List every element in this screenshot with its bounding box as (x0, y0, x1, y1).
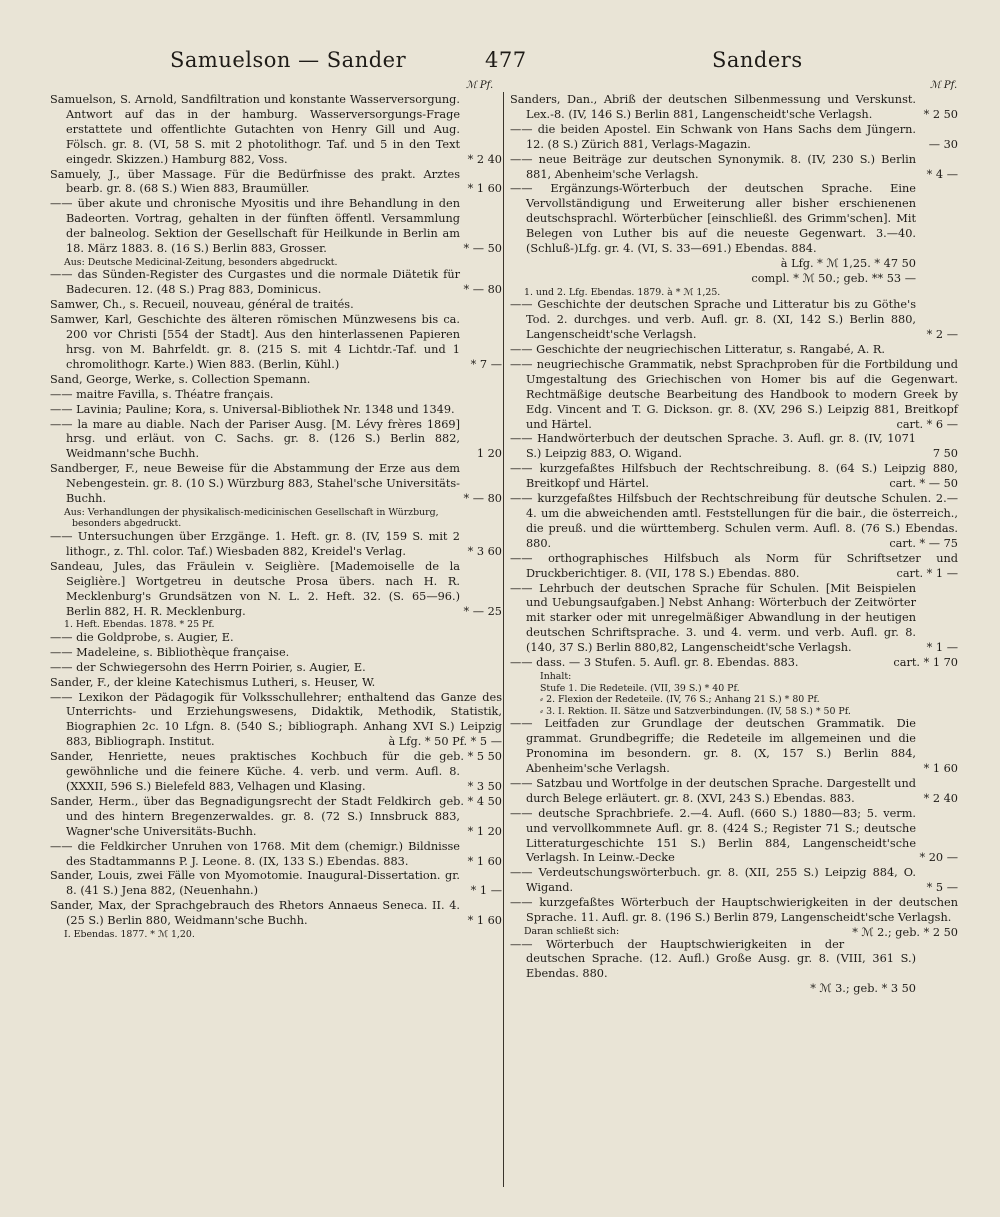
entry-text: à Lfg. * ℳ 1,25. * 47 50 (780, 256, 916, 270)
bibliography-entry (510, 938, 958, 983)
entry-text: —— über akute und chronische Myositis und ihre Behandlung in den Badeorten. Vortrag, gehalten in der fünften öffentl. Versammlung der balneolog. Sektion der Gesellschaft für Heilkunde in Berlin am 18. März 1883. 8. (16 S.) Berlin 883, Grosser. (50, 197, 460, 256)
bibliography-entry (50, 168, 502, 198)
bibliography-entry (510, 432, 958, 462)
entry-text: —— das Sünden-Register des Curgastes und die normale Diätetik für Badecuren. 12. (48 S.) Prag 883, Dominicus. (50, 268, 460, 297)
left-column (50, 93, 502, 941)
bibliography-entry (50, 676, 502, 691)
entry-price: * 1 60 (467, 854, 502, 868)
bibliography-entry (510, 807, 958, 867)
bibliography-entry (50, 631, 502, 646)
entry-text: Sand, George, Werke, s. Collection Spemann. (50, 372, 311, 386)
entry-note: 1. und 2. Lfg. Ebendas. 1879. à * ℳ 1,25. (524, 286, 721, 298)
entry-text: —— Lehrbuch der deutschen Sprache für Schulen. [Mit Beispielen und Uebungsaufgaben.] Nebst Anhang: Wörterbuch der Zeitwörter mit starker oder mit unregelmäßiger Abwandlung in der heutigen deutschen Schriftsprache. 3. und 4. verm. und verb. Aufl. gr. 8. (140, 37 S.) Berlin 880,82, Langenscheidt'sche Verlagsh. (510, 581, 916, 655)
entry-text: —— Ergänzungs-Wörterbuch der deutschen Sprache. Eine Vervollständigung und Erweiterung aller bisher erschienenen deutschsprachl. Wörterbücher [einschließl. des Grimm'schen]. Mit Belegen von Luther bis auf die neueste Gegenwart. 3.—40. (Schluß-)Lfg. gr. 4. (VI, S. 33—691.) Ebendas. 884. (510, 182, 916, 256)
bibliography-entry (50, 313, 502, 373)
entry-price: cart. * — 50 (889, 477, 958, 491)
bibliography-entry (50, 899, 502, 929)
bibliography-entry (50, 530, 502, 560)
entry-price: * 5 — (926, 881, 958, 895)
entry-text: —— die Feldkircher Unruhen von 1768. Mit dem (chemigr.) Bildnisse des Stadtammanns P. J. Leone. 8. (IX, 133 S.) Ebendas. 883. (50, 839, 460, 868)
bibliography-entry (50, 197, 502, 257)
entry-text: —— die beiden Apostel. Ein Schwank von Hans Sachs dem Jüngern. 12. (8 S.) Zürich 881, Verlags-Magazin. (510, 122, 916, 151)
entry-note: I. Ebendas. 1877. * ℳ 1,20. (64, 929, 195, 941)
entry-price: * 1 20 (467, 824, 502, 838)
entry-text: —— der Schwiegersohn des Herrn Poirier, s. Augier, E. (50, 660, 366, 674)
entry-text: —— Verdeutschungswörterbuch. gr. 8. (XII, 255 S.) Leipzig 884, O. Wigand. (510, 866, 916, 895)
entry-text: —— Satzbau und Wortfolge in der deutschen Sprache. Dargestellt und durch Belege erläutert. gr. 8. (XVI, 243 S.) Ebendas. 883. (510, 776, 916, 805)
entry-text: Sander, F., der kleine Katechismus Lutheri, s. Heuser, W. (50, 675, 376, 689)
entry-price: * 2 40 (923, 791, 958, 805)
entry-text: —— deutsche Sprachbriefe. 2.—4. Aufl. (660 S.) 1880—83; 5. verm. und vervollkommnete Aufl. gr. 8. (424 S.; Register 71 S.; deutsche Litteraturgeschichte 151 S.) Berlin 884, Langenscheidt'sche Verlagsh. In Leinw.-Decke (510, 806, 916, 865)
bibliography-entry (50, 646, 502, 661)
entry-text: Sandeau, Jules, das Fräulein v. Seiglière. [Mademoiselle de la Seiglière.] Wortgetreu in deutsche Prosa übers. nach H. R. Mecklenburg's Grundsätzen von N. L. 2. Heft. 32. (S. 65—96.) Berlin 882, H. R. Mecklenburg. (50, 559, 460, 618)
entry-text: compl. * ℳ 50.; geb. ** 53 — (751, 271, 916, 285)
bibliography-entry (50, 560, 502, 620)
bibliography-entry (50, 403, 502, 418)
entry-text: —— Geschichte der neugriechischen Litteratur, s. Rangabé, A. R. (510, 343, 885, 356)
bibliography-entry (50, 869, 502, 899)
bibliography-entry (50, 268, 502, 298)
entry-price: * 3 50 (467, 779, 502, 793)
entry-text: —— Lexikon der Pädagogik für Volksschullehrer; enthaltend das Ganze des Unterrichts- und Erziehungswesens, Didaktik, Methodik, Statistik, Biographien 2c. 10 Lfgn. 8. (540 S.; bibliograph. Anhang XVI S.) Leipzig 883, Bibliograph. Institut. (50, 690, 502, 749)
entry-text: —— maitre Favilla, s. Théatre français. (50, 387, 274, 401)
column-divider (503, 92, 504, 1187)
entry-price: * ℳ 2.; geb. * 2 50 (852, 926, 958, 939)
bibliography-entry (50, 388, 502, 403)
bibliography-entry (510, 656, 958, 671)
bibliography-entry (510, 492, 958, 552)
bibliography-entry (510, 272, 958, 287)
entry-price: * 1 — (926, 641, 958, 655)
entry-text: —— neugriechische Grammatik, nebst Sprachproben für die Fortbildung und Umgestaltung des Griechischen von Homer bis auf die Gegenwart. Rechtmäßige deutsche Bearbeitung des Handbook to modern Greek by Edg. Vincent and T. G. Dickson. gr. 8. (XV, 296 S.) Leipzig 881, Breitkopf und Härtel. (510, 357, 958, 431)
entry-text: Sandberger, F., neue Beweise für die Abstammung der Erze aus dem Nebengestein. gr. 8. (10 S.) Würzburg 883, Stahel'sche Universitäts-Buchh. (50, 462, 460, 506)
running-head-left: Samuelson — Sander (170, 48, 407, 72)
table-of-contents (510, 671, 958, 717)
bibliography-entry (510, 777, 958, 807)
entry-text: Sander, Louis, zwei Fälle von Myomotomie. Inaugural-Dissertation. gr. 8. (41 S.) Jena 882, (Neuenhahn.) (50, 869, 460, 898)
entry-price: cart. * 1 70 (893, 656, 958, 670)
entry-price: * 3 60 (467, 544, 502, 558)
entry-price: geb. * 4 50 (439, 794, 502, 808)
entry-text: —— la mare au diable. Nach der Pariser Ausg. [M. Lévy frères 1869] hrsg. und erläut. von C. Sachs. gr. 8. (126 S.) Berlin 882, Weidmann'sche Buchh. (50, 417, 460, 461)
entry-text: —— Wörterbuch der Hauptschwierigkeiten in der deutschen Sprache. (12. Aufl.) Große Ausg. gr. 8. (VIII, 361 S.) Ebendas. 880. (510, 937, 916, 981)
entry-text: —— kurzgefaßtes Hilfsbuch der Rechtschreibung für deutsche Schulen. 2.—4. um die abweichenden amtl. Feststellungen für die bair., die österreich., die preuß. und die württemberg. Schulen verm. Aufl. 8. (76 S.) Ebendas. 880. (510, 492, 958, 550)
currency-label-right: ℳ Pf. (930, 80, 958, 91)
entry-text: —— Leitfaden zur Grundlage der deutschen Grammatik. Die grammat. Grundbegriffe; die Redeteile im allgemeinen und die Pronomina im besondern. gr. 8. (X, 157 S.) Berlin 884, Abenheim'sche Verlagsh. (510, 717, 916, 776)
bibliography-entry (510, 462, 958, 492)
entry-note: Aus: Verhandlungen der physikalisch-medicinischen Gesellschaft in Würzburg, besonders abgedruckt. (64, 506, 439, 530)
bibliography-entry (50, 298, 502, 313)
entry-text: —— Madeleine, s. Bibliothèque française. (50, 645, 290, 659)
entry-price: geb. * 5 50 (439, 750, 502, 764)
bibliography-entry (50, 691, 502, 751)
page-number: 477 (485, 48, 527, 72)
entry-text: —— kurzgefaßtes Wörterbuch der Hauptschwierigkeiten in der deutschen Sprache. 11. Aufl. gr. 8. (196 S.) Berlin 879, Langenscheidt'sche Verlagsh. (510, 896, 958, 925)
entry-price: cart. * 1 — (896, 566, 958, 580)
entry-price: cart. * 6 — (896, 417, 958, 431)
entry-price: * — 80 (463, 492, 502, 506)
entry-text: —— kurzgefaßtes Hilfsbuch der Rechtschreibung. 8. (64 S.) Leipzig 880, Breitkopf und Härtel. (510, 462, 958, 491)
contents-line: Stufe 1. Die Redeteile. (VII, 39 S.) * 40 Pf. (540, 682, 740, 694)
bibliography-entry (510, 552, 958, 582)
entry-price: * 4 — (926, 167, 958, 181)
entry-text: —— orthographisches Hilfsbuch als Norm für Schriftsetzer und Druckberichtiger. 8. (VII, 178 S.) Ebendas. 880. (510, 551, 958, 580)
bibliography-entry (50, 840, 502, 870)
bibliography-entry (510, 866, 958, 896)
bibliography-entry (510, 182, 958, 257)
entry-text: Samuelson, S. Arnold, Sandfiltration und konstante Wasserversorgung. Antwort auf das in der hamburg. Wasserversorgungs-Frage erstattete und offentlichte Gutachten von Henry Gill und Aug. Fölsch. gr. 8. (VI, 58 S. mit 2 photolithogr. Taf. und 5 in den Text eingedr. Skizzen.) Hamburg 882, Voss. (50, 93, 460, 166)
entry-price: * 1 60 (467, 182, 502, 196)
entry-text: —— die Goldprobe, s. Augier, E. (50, 630, 234, 644)
entry-price: 1 20 (476, 447, 502, 461)
entry-text: —— dass. — 3 Stufen. 5. Aufl. gr. 8. Ebendas. 883. (510, 656, 799, 670)
entry-price: * 1 60 (923, 762, 958, 776)
right-column (510, 93, 958, 997)
entry-text: —— Untersuchungen über Erzgänge. 1. Heft. gr. 8. (IV, 159 S. mit 2 lithogr., z. Thl. color. Taf.) Wiesbaden 882, Kreidel's Verlag. (50, 529, 460, 558)
entry-price: * 1 — (470, 884, 502, 898)
entry-text: —— Lavinia; Pauline; Kora, s. Universal-Bibliothek Nr. 1348 und 1349. (50, 402, 455, 416)
bibliography-entry (510, 582, 958, 657)
entry-note: Aus: Deutsche Medicinal-Zeitung, besonders abgedruckt. (64, 256, 338, 268)
entry-text: Sander, Herm., über das Begnadigungsrecht der Stadt Feldkirch und des hintern Bregenzerwaldes. gr. 8. (72 S.) Innsbruck 883, Wagner'sche Universitäts-Buchh. (50, 794, 460, 838)
bibliography-entry (510, 93, 958, 123)
entry-note: 1. Heft. Ebendas. 1878. * 25 Pf. (64, 619, 215, 631)
entry-price: * 1 60 (467, 914, 502, 928)
entry-text: Sander, Max, der Sprachgebrauch des Rhetors Annaeus Seneca. II. 4. (25 S.) Berlin 880, Weidmann'sche Buchh. (50, 899, 460, 928)
running-head-right: Sanders (712, 48, 803, 72)
bibliography-entry (510, 153, 958, 183)
entry-price: * 2 — (926, 328, 958, 342)
currency-label-left: ℳ Pf. (466, 80, 494, 91)
entry-price: cart. * — 75 (889, 536, 958, 550)
bibliography-entry (50, 418, 502, 463)
bibliography-entry (50, 93, 502, 168)
bibliography-entry (510, 358, 958, 433)
bibliography-entry (510, 298, 958, 343)
bibliography-entry (50, 462, 502, 507)
entry-price: * — 80 (463, 283, 502, 297)
entry-price: à Lfg. * 50 Pf. * 5 — (388, 735, 502, 749)
entry-note: Daran schließt sich: (524, 926, 620, 937)
entry-text: Samuely, J., über Massage. Für die Bedürfnisse des prakt. Arztes bearb. gr. 8. (68 S.) Wien 883, Braumüller. (50, 167, 460, 196)
entry-price: * 20 — (919, 851, 958, 865)
entry-text: —— neue Beiträge zur deutschen Synonymik. 8. (IV, 230 S.) Berlin 881, Abenheim'sche Verlagsh. (510, 152, 916, 181)
entry-text: —— Handwörterbuch der deutschen Sprache. 3. Aufl. gr. 8. (IV, 1071 S.) Leipzig 883, O. Wigand. (510, 432, 916, 461)
entry-text: Samwer, Ch., s. Recueil, nouveau, général de traités. (50, 298, 354, 312)
bibliography-entry (510, 123, 958, 153)
bibliography-entry (50, 795, 502, 840)
contents-line: ⸗ 2. Flexion der Redeteile. (IV, 76 S.; Anhang 21 S.) * 80 Pf. (540, 694, 820, 706)
bibliography-entry (510, 343, 958, 358)
entry-price: * — 25 (463, 604, 502, 618)
entry-text: Sander, Henriette, neues praktisches Kochbuch für die gewöhnliche und die feinere Küche. 4. verb. und verm. Aufl. 8. (XXXII, 596 S.) Bielefeld 883, Velhagen und Klasing. (50, 750, 460, 793)
entry-price: * 2 40 (467, 152, 502, 166)
entry-text: Sanders, Dan., Abriß der deutschen Silbenmessung und Verskunst. Lex.-8. (IV, 146 S.) Berlin 881, Langenscheidt'sche Verlagsh. (510, 93, 916, 121)
entry-price: * 7 — (470, 357, 502, 371)
bibliography-entry (50, 661, 502, 676)
entry-text: Samwer, Karl, Geschichte des älteren römischen Münzwesens bis ca. 200 vor Christi [554 der Stadt]. Aus den hinterlassenen Papieren hrsg. von M. Bahrfeldt. gr. 8. (215 S. mit 4 Lichtdr.-Taf. und 1 chromolithogr. Karte.) Wien 883. (Berlin, Kühl.) (50, 313, 460, 371)
bibliography-entry (50, 750, 502, 795)
contents-line: ⸗ 3. I. Rektion. II. Sätze und Satzverbindungen. (IV, 58 S.) * 50 Pf. (540, 705, 851, 717)
contents-title: Inhalt: (540, 670, 572, 682)
entry-price: * — 50 (463, 242, 502, 256)
entry-text: —— Geschichte der deutschen Sprache und Litteratur bis zu Göthe's Tod. 2. durchges. und verb. Aufl. gr. 8. (XI, 142 S.) Berlin 880, Langenscheidt'sche Verlagsh. (510, 298, 916, 342)
entry-price: * 2 50 (923, 107, 958, 121)
entry-price: — 30 (928, 137, 958, 151)
bibliography-entry (510, 257, 958, 272)
bibliography-entry (510, 982, 958, 997)
entry-price: 7 50 (932, 447, 958, 461)
entry-text: * ℳ 3.; geb. * 3 50 (810, 982, 916, 996)
bibliography-entry (50, 373, 502, 388)
bibliography-entry (510, 717, 958, 777)
